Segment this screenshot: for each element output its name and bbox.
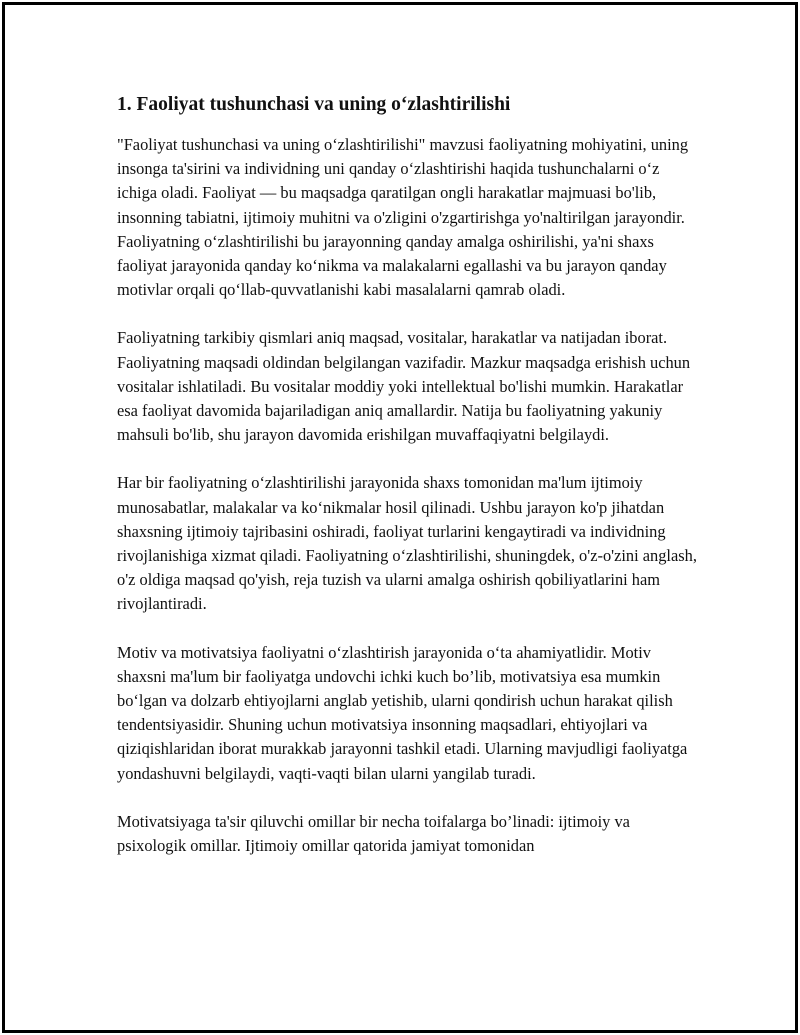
paragraph: Har bir faoliyatning o‘zlashtirilishi jarayonida shaxs tomonidan ma'lum ijtimoiy munosabatlar, malakalar va ko‘nikmalar hosil qilinadi. Ushbu jarayon ko'p jihatdan shaxsning ijtimoiy tajribasini oshiradi, faoliyat turlarini kengaytiradi va individning rivojlanishiga xizmat qiladi. Faoliyatning o‘zlashtirilishi, shuningdek, o'z-o'zini anglash, o'z oldiga maqsad qo'yish, reja tuzish va ularni amalga oshirish qobiliyatlarini ham rivojlantiradi. xyxy=(117,473,697,614)
section-heading: 1. Faoliyat tushunchasi va uning o‘zlashtirilishi xyxy=(117,94,511,115)
paragraph: Faoliyatning tarkibiy qismlari aniq maqsad, vositalar, harakatlar va natijadan iborat. Faoliyatning maqsadi oldindan belgilangan vazifadir. Mazkur maqsadga erishish uchun vositalar ishlatiladi. Bu vositalar moddiy yoki intellektual bo'lishi mumkin. Harakatlar esa faoliyat davomida bajariladigan aniq amallardir. Natija bu faoliyatning yakuniy mahsuli bo'lib, shu jarayon davomida erishilgan muvaffaqiyatni belgilaydi. xyxy=(117,328,691,445)
paragraph: "Faoliyat tushunchasi va uning o‘zlashtirilishi" mavzusi faoliyatning mohiyatini, uning insonga ta'sirini va individning uni qanday o‘zlashtirishi haqida tushunchalarni o‘z ichiga oladi. Faoliyat — bu maqsadga qaratilgan ongli harakatlar majmuasi bo'lib, insonning tabiatni, ijtimoiy muhitni va o'zligini o'zgartirishga yo'naltirilgan jarayondir. Faoliyatning o‘zlashtirilishi bu jarayonning qanday amalga oshirilishi, ya'ni shaxs faoliyat jarayonida qanday ko‘nikma va malakalarni egallashi va bu jarayon qanday motivlar orqali qo‘llab-quvvatlanishi kabi masalalarni qamrab oladi. xyxy=(117,135,689,300)
paragraph: Motiv va motivatsiya faoliyatni o‘zlashtirish jarayonida o‘ta ahamiyatlidir. Motiv shaxsni ma'lum bir faoliyatga undovchi ichki kuch bo’lib, motivatsiya esa mumkin bo‘lgan va dolzarb ehtiyojlarni anglab yetishib, ularni qondirish uchun harakat qilish tendentsiyasidir. Shuning uchun motivatsiya insonning maqsadlari, ehtiyojlari va qiziqishlaridan iborat murakkab jarayonni tashkil etadi. Ularning mavjudligi faoliyatga yondashuvni belgilaydi, vaqti-vaqti bilan ularni yangilab turadi. xyxy=(117,642,688,783)
document-body xyxy=(117,91,697,882)
paragraph: Motivatsiyaga ta'sir qiluvchi omillar bir necha toifalarga bo’linadi: ijtimoiy va psixologik omillar. Ijtimoiy omillar qatorida jamiyat tomonidan xyxy=(117,811,630,856)
